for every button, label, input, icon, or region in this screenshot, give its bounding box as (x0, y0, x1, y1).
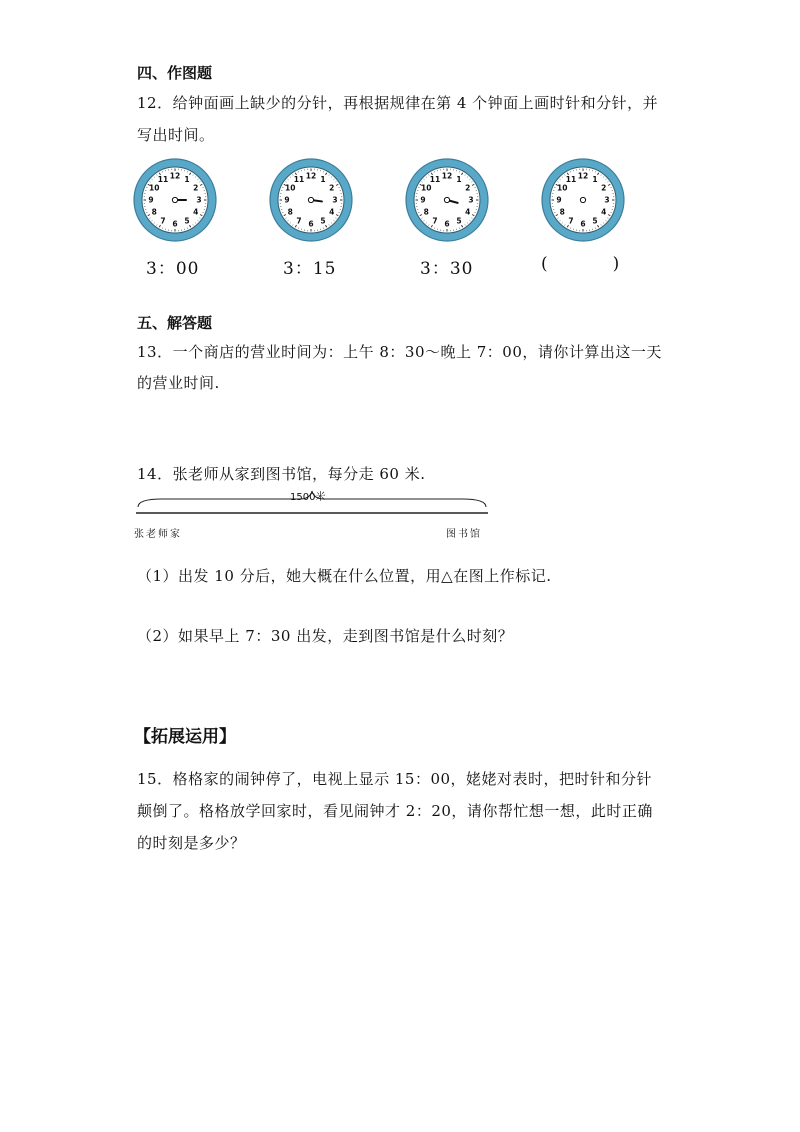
clock-number: 9 (556, 195, 562, 205)
question-12-line-2: 写出时间。 (137, 126, 215, 144)
clock-number: 7 (296, 216, 302, 226)
clock-number: 1 (320, 174, 326, 184)
question-14-part-2: （2）如果早上 7：30 出发，走到图书馆是什么时刻？ (137, 627, 514, 645)
clock-number: 1 (184, 174, 190, 184)
clock-center-pin (580, 197, 585, 202)
section-5-title: 五、解答题 (137, 314, 213, 332)
question-14-part-1: （1）出发 10 分后，她大概在什么位置，用△在图上作标记. (137, 567, 552, 585)
question-12-line-1: 12．给钟面画上缺少的分针，再根据规律在第 4 个钟面上画时针和分针，并 (137, 94, 659, 112)
extension-title: 【拓展运用】 (134, 727, 236, 747)
clock-number: 6 (172, 219, 178, 229)
clock-number: 12 (169, 171, 181, 181)
clock-number: 10 (284, 183, 296, 193)
clock-number: 6 (580, 219, 586, 229)
clock-number: 9 (420, 195, 426, 205)
question-15-line-2: 颠倒了。格格放学回家时，看见闹钟才 2：20，请你帮忙想一想，此时正确 (137, 802, 653, 820)
clock-number: 11 (429, 174, 441, 184)
clock-number: 12 (441, 171, 453, 181)
clock-number: 10 (556, 183, 568, 193)
clock-center-pin (308, 197, 313, 202)
clock-number: 1 (456, 174, 462, 184)
clock-number: 6 (444, 219, 450, 229)
clock-number: 2 (329, 183, 335, 193)
question-13-line-2: 的营业时间. (137, 374, 220, 392)
clock-number: 11 (565, 174, 577, 184)
clock-number: 7 (568, 216, 574, 226)
clock-number: 11 (293, 174, 305, 184)
clock-number: 9 (284, 195, 290, 205)
clock-number: 3 (468, 195, 474, 205)
clock-face-4 (540, 157, 626, 243)
clock-number: 8 (151, 207, 157, 217)
clock-number: 7 (432, 216, 438, 226)
clock-number: 5 (456, 216, 462, 226)
clock-1-time-label: 3：00 (146, 259, 200, 279)
start-point-label: 张老师家 (134, 529, 182, 540)
clock-number: 6 (308, 219, 314, 229)
clock-face-1 (132, 157, 218, 243)
clock-number: 7 (160, 216, 166, 226)
question-15-line-3: 的时刻是多少？ (137, 834, 246, 852)
clock-number: 3 (196, 195, 202, 205)
clock-number: 4 (601, 207, 607, 217)
clock-number: 2 (193, 183, 199, 193)
clock-number: 3 (604, 195, 610, 205)
clock-face-3 (404, 157, 490, 243)
distance-label: 1500米 (290, 492, 326, 503)
clock-number: 5 (592, 216, 598, 226)
clock-number: 4 (465, 207, 471, 217)
clock-4-answer-blank: ( ) (541, 254, 621, 274)
clock-number: 8 (287, 207, 293, 217)
clock-number: 8 (559, 207, 565, 217)
clock-number: 12 (305, 171, 317, 181)
question-13-line-1: 13．一个商店的营业时间为：上午 8：30～晚上 7：00，请你计算出这一天 (137, 343, 662, 361)
clock-center-pin (172, 197, 177, 202)
clock-number: 2 (465, 183, 471, 193)
clock-number: 2 (601, 183, 607, 193)
clock-number: 12 (577, 171, 589, 181)
clock-number: 5 (320, 216, 326, 226)
clock-center-pin (444, 197, 449, 202)
clock-number: 3 (332, 195, 338, 205)
clock-number: 8 (423, 207, 429, 217)
clock-number: 5 (184, 216, 190, 226)
clock-2-time-label: 3：15 (283, 259, 337, 279)
clock-number: 10 (420, 183, 432, 193)
clock-number: 4 (193, 207, 199, 217)
clock-number: 9 (148, 195, 154, 205)
clock-face-2 (268, 157, 354, 243)
question-14-line-1: 14．张老师从家到图书馆，每分走 60 米. (137, 465, 426, 483)
clock-number: 4 (329, 207, 335, 217)
question-15-line-1: 15．格格家的闹钟停了，电视上显示 15：00，姥姥对表时，把时针和分针 (137, 770, 653, 788)
clock-3-time-label: 3：30 (420, 259, 474, 279)
section-4-title: 四、作图题 (137, 64, 213, 82)
clock-number: 10 (148, 183, 160, 193)
clock-number: 11 (157, 174, 169, 184)
clock-number: 1 (592, 174, 598, 184)
end-point-label: 图书馆 (446, 529, 482, 540)
